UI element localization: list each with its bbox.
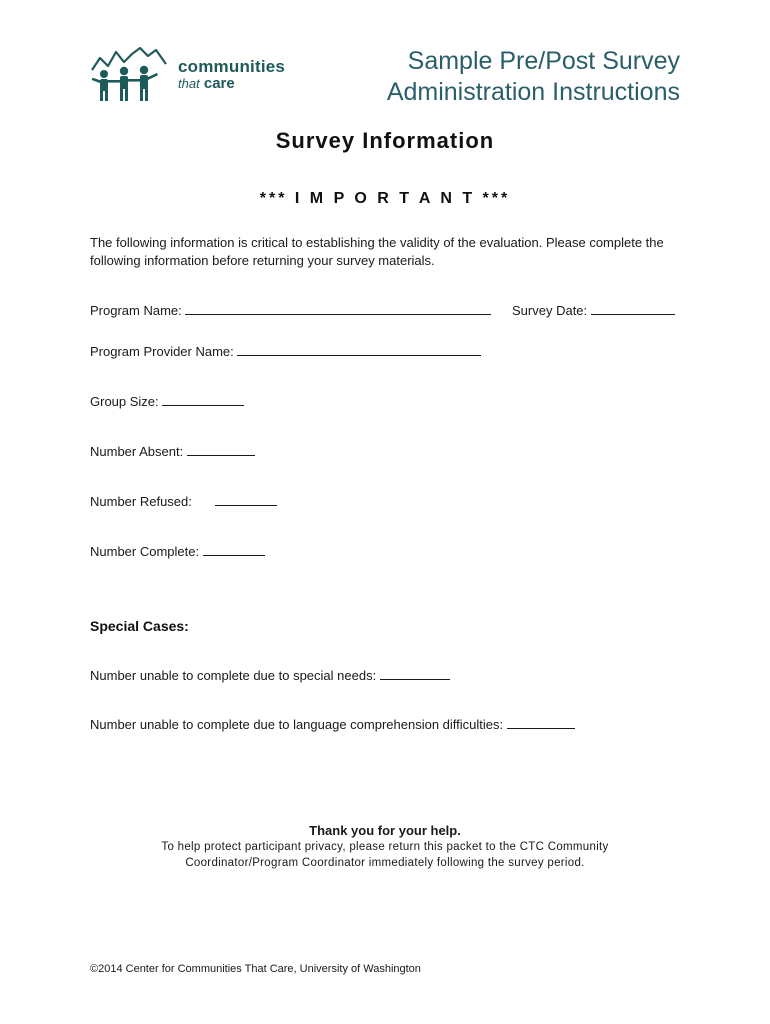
privacy-note	[120, 839, 650, 871]
group-size-blank[interactable]	[162, 393, 244, 406]
number-absent-label: Number Absent:	[90, 444, 184, 459]
special-cases-heading: Special Cases:	[90, 618, 189, 634]
logo-line2	[178, 76, 285, 92]
document-header-title	[387, 46, 680, 108]
program-provider-name-label: Program Provider Name:	[90, 344, 234, 359]
special-needs-label: Number unable to complete due to special needs:	[90, 668, 377, 683]
program-name-blank[interactable]	[185, 302, 491, 315]
language-difficulties-blank[interactable]	[507, 716, 575, 729]
intro-paragraph: The following information is critical to establishing the validity of the evaluation. Please complete the following information before returning your survey materials.	[90, 235, 664, 268]
group-size-label: Group Size:	[90, 394, 159, 409]
survey-date-blank[interactable]	[591, 302, 675, 315]
language-difficulties-label: Number unable to complete due to language comprehension difficulties:	[90, 717, 504, 732]
header-title-line1: Sample Pre/Post Survey	[407, 47, 680, 75]
program-name-label: Program Name:	[90, 303, 182, 318]
logo-wordmark	[178, 58, 285, 92]
survey-date-label: Survey Date:	[512, 303, 588, 318]
special-needs-row	[90, 667, 450, 683]
program-name-row	[90, 302, 491, 318]
program-provider-name-row	[90, 343, 481, 359]
privacy-note-line2: Coordinator/Program Coordinator immediately following the survey period.	[185, 857, 585, 869]
children-holding-hands-icon	[90, 44, 172, 104]
logo-care: care	[203, 74, 235, 92]
ctc-logo	[90, 44, 300, 104]
survey-date-row	[512, 302, 675, 318]
number-absent-row	[90, 443, 255, 459]
logo-line1: communities	[178, 57, 286, 76]
privacy-note-line1: To help protect participant privacy, please return this packet to the CTC Community	[161, 841, 609, 853]
special-needs-blank[interactable]	[380, 667, 450, 680]
program-provider-name-blank[interactable]	[237, 343, 481, 356]
important-banner: *** I M P O R T A N T ***	[259, 190, 511, 207]
number-complete-label: Number Complete:	[90, 544, 200, 559]
header-title-line2: Administration Instructions	[386, 78, 680, 106]
number-refused-label: Number Refused:	[90, 494, 192, 509]
logo-that: that	[178, 75, 200, 91]
group-size-row	[90, 393, 244, 409]
survey-information-title: Survey Information	[275, 128, 495, 153]
language-difficulties-row	[90, 716, 575, 732]
number-complete-row	[90, 543, 265, 559]
number-refused-blank[interactable]	[215, 493, 277, 506]
number-absent-blank[interactable]	[187, 443, 255, 456]
number-refused-row	[90, 493, 277, 509]
thank-you-text: Thank you for your help.	[309, 823, 461, 838]
copyright-footer: ©2014 Center for Communities That Care, University of Washington	[90, 963, 421, 975]
number-complete-blank[interactable]	[203, 543, 265, 556]
